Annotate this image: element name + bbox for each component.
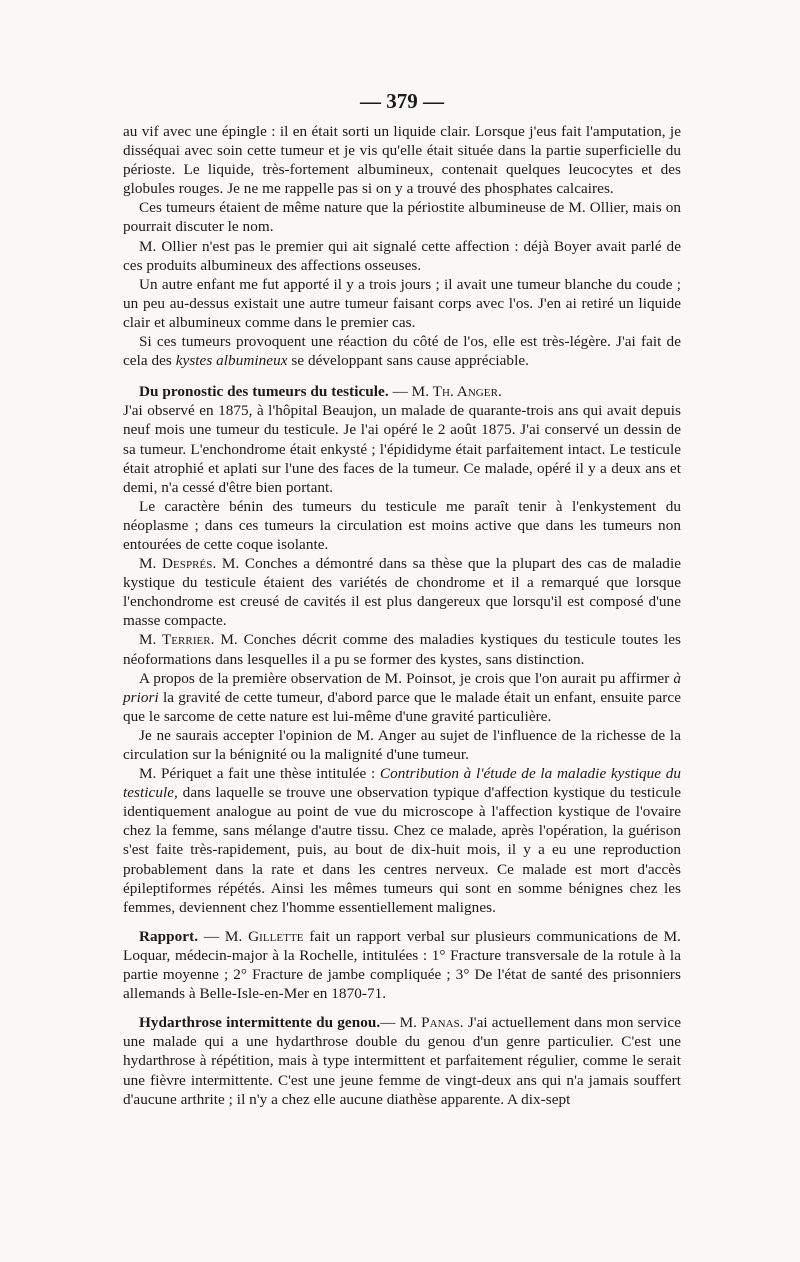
text-run: Si ces tumeurs provoquent une réaction du côté de l'os, elle est très-légère. J'ai fait de cela des [123, 333, 681, 370]
text-run: se développant sans cause appréciable. [287, 352, 529, 370]
paragraph: J'ai observé en 1875, à l'hôpital Beaujon, un malade de quarante-trois ans qui avait depuis neuf mois une tumeur du testicule. Je l'ai opéré le 2 août 1875. J'ai conservé un dessin de sa tumeur. L'enchondrome était enkysté ; l'épididyme était parfaitement intact. Le testicule était atrophié et aplati sur l'une des faces de la tumeur. Ce malade, opéré il y a deux ans et demi, n'a cessé d'être bien portant. [123, 402, 681, 496]
text-run: J'ai actuellement dans mon service une malade qui a une hydarthrose double du genou d'un genre particulier. C'est une hydarthrose à répétition, mais à type intermittent et parfaitement régulier, comme le serait une fièvre intermittente. C'est une jeune femme de vingt-deux ans qui n'a jamais souffert d'aucune arthrite ; il n'y a chez elle aucune diathèse apparente. A dix-sept [123, 1014, 682, 1108]
italic-title: Contribution à l'étude de la maladie kystique du testicule, [123, 765, 681, 802]
paragraph [123, 630, 681, 668]
paragraph [123, 764, 681, 917]
paragraph: Le caractère bénin des tumeurs du testicule me paraît tenir à l'enkystement du néoplasme ; dans ces tumeurs la circulation est moins active que dans les tumeurs non entourées de cette coque isolante. [123, 497, 681, 553]
speaker-name: — M. Th. Anger. [392, 383, 502, 401]
page-number: — 379 — [360, 89, 444, 113]
section-hydarthrose [123, 1013, 681, 1108]
italic-term: kystes albumineux [175, 352, 288, 370]
paragraph: Un autre enfant me fut apporté il y a trois jours ; il avait une tumeur blanche du coude ; un peu au-dessus existait une autre tumeur faisant corps avec l'os. J'en ai retiré un liquide clair et albumineux comme dans le premier cas. [123, 275, 681, 331]
section-rapport [123, 927, 681, 1003]
paragraph: Ces tumeurs étaient de même nature que la périostite albumineuse de M. Ollier, mais on pourrait discuter le nom. [123, 199, 681, 236]
speaker-name: M. Terrier. [139, 631, 215, 649]
paragraph: M. Ollier n'est pas le premier qui ait signalé cette affection : déjà Boyer avait parlé de ces produits albumineux des affections osseuses. [123, 237, 681, 274]
paragraph [123, 332, 681, 370]
text-run: M. Périquet a fait une thèse intitulée : [139, 765, 380, 783]
speaker-name: — M. Panas. [380, 1014, 464, 1032]
text-run: M. Conches a démontré dans sa thèse que la plupart des cas de maladie kystique du testicule étaient des variétés de chondrome et il a remarqué que lorsque l'enchondrome est creusé de cavités il est plus dangereux que lorsqu'il est composé d'une masse compacte. [123, 555, 682, 630]
text-run: M. Conches décrit comme des maladies kystiques du testicule toutes les néoformations dans lesquelles il a pu se former des kystes, sans distinction. [123, 631, 681, 668]
paragraph [123, 554, 681, 630]
text-run: A propos de la première observation de M. Poinsot, je crois que l'on aurait pu affirmer [139, 669, 674, 687]
speaker-name: — M. Gillette [203, 927, 304, 945]
section-heading: Hydarthrose intermittente du genou. [139, 1014, 381, 1032]
speaker-name: M. Després. [139, 555, 217, 573]
section-testicule-opening [123, 382, 681, 401]
document-page [123, 90, 681, 1109]
text-run: fait un rapport verbal sur plusieurs communications de M. Loquar, médecin-major à la Rochelle, intitulées : 1° Fracture transversale de la rotule à la partie moyenne ; 2° Fracture de jambe compliquée ; 3° De l'état de santé des prisonniers allemands à Belle-Isle-en-Mer en 1870-71. [123, 927, 681, 1003]
text-run: la gravité de cette tumeur, d'abord parce que le malade était un enfant, ensuite parce que le sarcome de cette nature est lui-même d'une gravité particulière. [123, 688, 681, 725]
section-heading: Du pronostic des tumeurs du testicule. [139, 383, 389, 401]
text-run: dans laquelle se trouve une observation typique d'affection kystique du testicule identiquement analogue au point de vue du microscope à l'affection kystique de l'ovaire chez la femme, sans mélange d'autre tissu. Chez ce malade, après l'opération, la guérison s'est faite très-rapidement, puis, au bout de dix-huit mois, il y a eu une reproduction probablement dans la rate et dans les centres nerveux. Ce malade est mort d'accès épileptiformes répétés. Ainsi les mêmes tumeurs qui sont en somme bénignes chez les femmes, deviennent chez l'homme essentiellement malignes. [123, 784, 681, 916]
section-heading: Rapport. [139, 927, 199, 945]
paragraph: au vif avec une épingle : il en était sorti un liquide clair. Lorsque j'eus fait l'amputation, je disséquai avec soin cette tumeur et je vis qu'elle était située dans la partie superficielle du périoste. Le liquide, très-fortement albumineux, contenait quelques leucocytes et des globules rouges. Je ne me rappelle pas si on y a trouvé des phosphates calcaires. [123, 123, 681, 198]
italic-term: à priori [123, 669, 681, 706]
paragraph: Je ne saurais accepter l'opinion de M. Anger au sujet de l'influence de la richesse de la circulation sur la bénignité ou la malignité d'une tumeur. [123, 726, 681, 763]
paragraph [123, 669, 681, 726]
